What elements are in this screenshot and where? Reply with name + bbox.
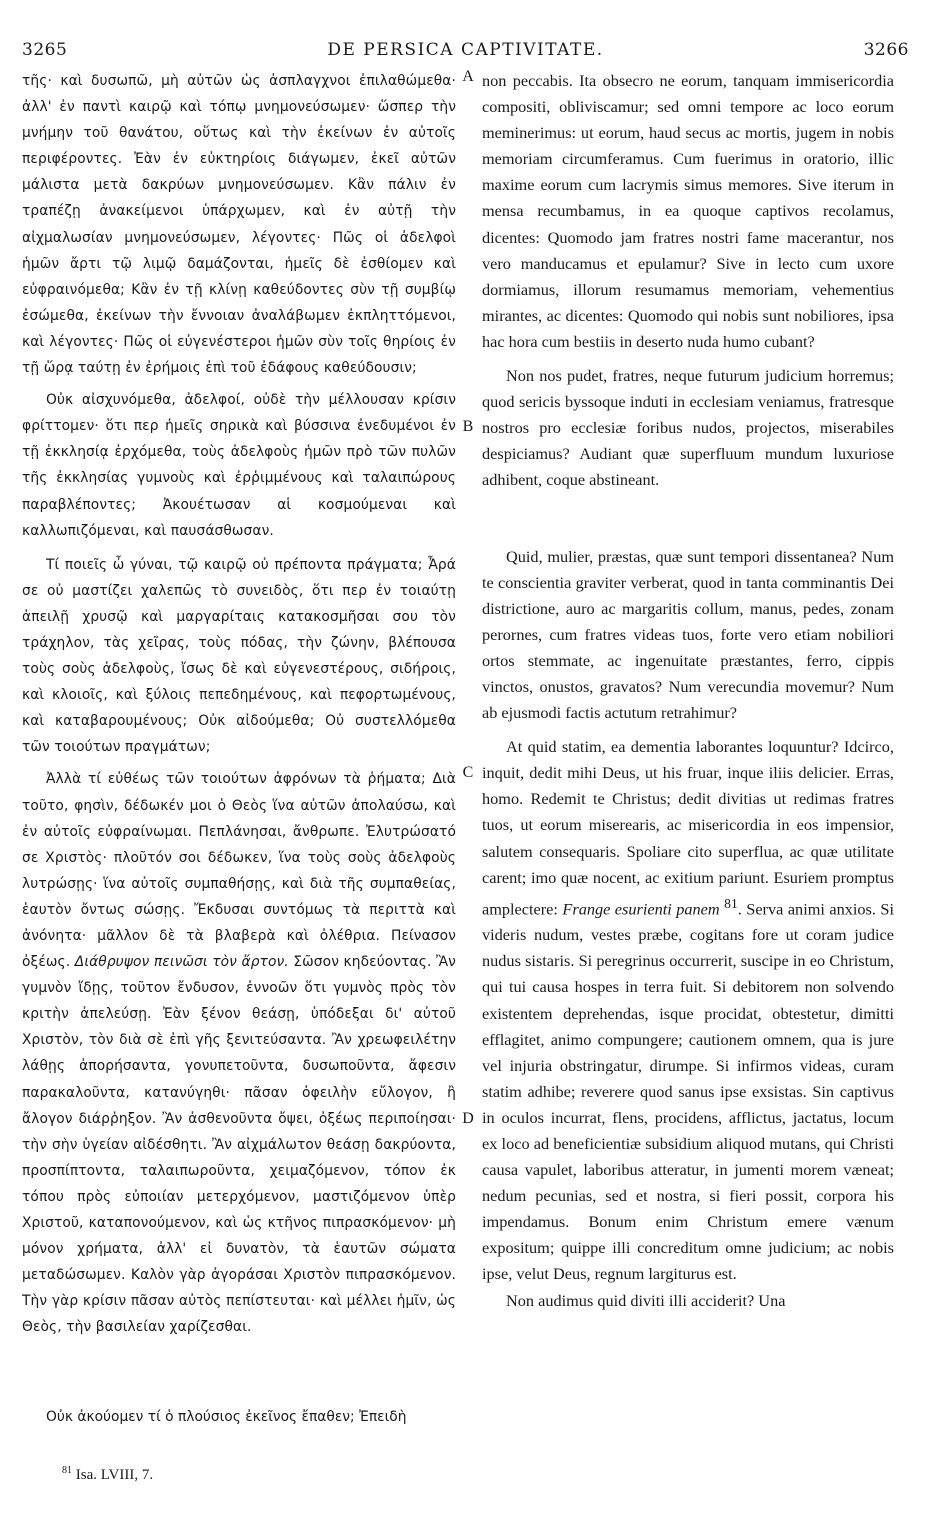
latin-paragraph-2: Non nos pudet, fratres, neque futurum judicium horremus; quod sericis byssoque induti in ecclesiam veniamus, fratresque nostros pro ecclesiæ foribus nudos, projectos, miserabiles despiciamus? Audiant quæ superfluum mundum luxuriose adhibent, coque abstineant. [482, 366, 894, 490]
page-header [22, 40, 909, 68]
footnote-reference[interactable]: 81 [724, 895, 738, 911]
greek-paragraph-2: Οὐκ αἰσχυνόμεθα, ἀδελφοί, οὐδὲ τὴν μέλλουσαν κρίσιν φρίττομεν· ὅτι περ ἡμεῖς σηρικὰ καὶ βύσσινα ἐνεδυμένοι ἐν τῇ ἐκκλησίᾳ ἐρχόμεθα, τοὺς ἀδελφοὺς ἡμῶν πρὸ τῶν πυλῶν τῆς ἐκκλησίας γυμνοὺς καὶ ἐρῥιμμένους καὶ ταλαιπώρους παραβλέποντες; Ἀκουέτωσαν αἱ κοσμούμεναι καὶ καλλωπιζόμεναι, καὶ παυσάσθωσαν. [22, 392, 456, 539]
latin-column [482, 68, 894, 1314]
page-number-left: 3265 [22, 40, 68, 60]
footnote-number: 81 [62, 1465, 72, 1476]
latin-paragraph-5: Non audimus quid diviti illi acciderit? Una [506, 1290, 786, 1310]
margin-letter-d: D [462, 1110, 474, 1127]
greek-column [22, 68, 456, 1341]
running-title: DE PERSICA CAPTIVITATE. [327, 40, 604, 60]
footnote [62, 1465, 153, 1484]
latin-paragraph-4-text-a: At quid statim, ea dementia laborantes loquuntur? Idcirco, inquit, dedit mihi Deus, ut his fruar, inque iliis delicier. Erras, homo. Redemit te Christus; dedit divitias ut redimas fratres tuos, ut eorum miserearis, ac misericordia in eos impensior, salutem consequaris. Spoliare cito superflua, ac quæ utilitate carent; imo quæ nocent, ac exitium pariunt. Esuriem promptus amplectere: [482, 737, 894, 919]
footnote-text: Isa. LVIII, 7. [75, 1467, 154, 1483]
margin-letter-b: B [462, 418, 474, 435]
greek-paragraph-4 [22, 766, 456, 1340]
greek-paragraph-4-text-b: Σῶσον κηδεύοντας. Ἂν γυμνὸν ἴδῃς, τοῦτον ἔνδυσον, ἐννοῶν ὅτι γυμνὸς πρὸς τὸν κριτὴν ἀπελεύσῃ. Ἐὰν ξένον θεάσῃ, ὑπόδεξαι δι' αὐτοῦ Χριστὸν, τὸν διὰ σὲ ἐπὶ γῆς ξενιτεύσαντα. Ἂν χρεωφειλέτην λάθῃς ἀπορήσαντα, γονυπετοῦντα, δυσωποῦντα, ἄφεσιν παρακαλοῦντα, κατανύγηθι· πᾶσαν ὀφειλὴν εὔλογον, ἢ ἄλογον διάρῥηξον. Ἂν ἀσθενοῦντα ὄψει, ὀξέως περιποίησαι· τὴν σὴν ὑγείαν αἰδέσθητι. Ἂν αἰχμάλωτον θεάσῃ δακρύοντα, προσπίπτοντα, ταλαιπωροῦντα, χειμαζόμενον, τόπον ἐκ τόπου πρὸς εὐποιίαν μετερχόμενον, μαστιζόμενον ὑπὲρ Χριστοῦ, καταπονούμενον, καὶ ὡς κτῆνος πιπρασκόμενον· μὴ μόνον χρήματα, ἀλλ' εἰ δυνατὸν, τὰ ἑαυτῶν σώματα μεταδώσωμεν. Καλὸν γὰρ ἀγοράσαι Χριστὸν πιπρασκόμενον. Τὴν γὰρ κρίσιν πᾶσαν αὐτὸς πεπίστευται· καὶ μέλλει ἡμῖν, ὡς Θεὸς, τὴν βασιλείαν χαρίζεσθαι. [22, 954, 456, 1336]
greek-paragraph-4-text-a: Ἀλλὰ τί εὐθέως τῶν τοιούτων ἀφρόνων τὰ ῥήματα; Διὰ τοῦτο, φησὶν, δέδωκέν μοι ὁ Θεὸς ἵνα αὐτῶν ἀπολαύσω, καὶ ἐν αὐτοῖς εὐφραίνωμαι. Πεπλάνησαι, ἄνθρωπε. Ἐλυτρώσατό σε Χριστὸς· πλοῦτόν σοι δέδωκεν, ἵνα τοὺς σοὺς ἀδελφοὺς λυτρώσῃς· ἵνα αὐτοῖς συμπαθήσῃς, καὶ διὰ τῆς συμπαθείας, ἑαυτὸν ὄντως σώσῃς. Ἔκδυσαι συντόμως τὰ περιττὰ καὶ ἀνόνητα· μᾶλλον δὲ τὰ βλαβερὰ καὶ ὀλέθρια. Πείνασον ὀξέως. [22, 771, 456, 971]
page-number-right: 3266 [863, 40, 909, 60]
greek-paragraph-1: τῆς· καὶ δυσωπῶ, μὴ αὐτῶν ὡς ἀσπλαγχνοι ἐπιλαθώμεθα· ἀλλ' ἐν παντὶ καιρῷ καὶ τόπῳ μνημονεύσωμεν· ὥσπερ τὴν μνήμην τοῦ θανάτου, οὕτως καὶ τὴν ἐκείνων ἐν αὐτοῖς περιφέροντες. Ἐὰν ἐν εὐκτηρίοις διάγωμεν, ἐκεῖ αὐτῶν μάλιστα μετὰ δακρύων μνημονεύσωμεν. Κἂν πάλιν ἐν τραπέζῃ ἀνακείμενοι ὑπάρχωμεν, καὶ ἐν αὐτῇ τὴν αἰχμαλωσίαν μνημονεύσωμεν, λέγοντες· Πῶς οἱ ἀδελφοὶ ἡμῶν ἄρτι τῷ λιμῷ δαμάζονται, ἡμεῖς δὲ ἐσθίομεν καὶ εὐφραινόμεθα; Κἂν ἐν τῇ κλίνῃ καθεύδοντες σὺν τῇ συμβίῳ ἐσώμεθα, ἐκείνων τὴν ἔννοιαν ἀναλάβωμεν ἐκπληττόμενοι, καὶ λέγοντες· Πῶς οἱ εὐγενέστεροι ἡμῶν σὺν τοῖς θηρίοις ἐν τῇ ὥρᾳ ταύτῃ ἐν ἐρήμοις ἐπὶ τοῦ ἐδάφους καθεύδουσιν; [22, 73, 456, 377]
margin-letter-c: C [462, 764, 474, 781]
latin-paragraph-1: non peccabis. Ita obsecro ne eorum, tanquam immisericordia compositi, obliviscamur; sed omni tempore ac loco eorum meminerimus: ut eorum, haud secus ac mortis, jugem in nobis memoriam circumferamus. Cum fuerimus in oratorio, illic maxime eorum cum lacrymis simus memores. Sive iterum in mensa recumbamus, in ea quoque captivos recolamus, dicentes: Quomodo jam fratres nostri fame macerantur, nos vero manducamus et epulamur? Sive in lecto cum uxore dormiamus, illorum resumamus memoriam, vehementius mirantes, ac dicentes: Quomodo qui nobis sunt nobiliores, ipsa hac hora cum bestiis in deserto nuda humo cubant? [482, 71, 894, 351]
latin-paragraph-4-text-b: . Serva animi anxios. Si videris nudum, vestes præbe, cogitans fore ut coram judice nudus sistaris. Si peregrinus occurrerit, suscipe in eo Christum, qui tui causa hospes in terra fuit. Si debitorem non solvendo existentem deprehendas, isque procidat, obtestetur, dimitti efflagitet, animo compungere; cautionem omnem, qua is jure vel injuria obstringatur, dirumpe. Si infirmos videas, curam statim adhibe; reverere quod sanus ipse exsistas. Sin captivus in oculos incurrat, flens, procidens, afflictus, jactatus, locum ex loco ad beneficientiæ subsidium aliquod mutans, qui Christi causa vapulet, laboribus atteratur, in jumenti morem væneat; nedum pecunias, sed et nostra, si fieri possit, corpora his impendamus. Bonum enim Christum emere vænum expositum; quippe illi concreditum omne judicium; ac nobis ipse, velut Deus, regnum largiturus est. [482, 899, 895, 1284]
greek-paragraph-3: Τί ποιεῖς ὦ γύναι, τῷ καιρῷ οὐ πρέποντα πράγματα; Ἆρά σε οὐ μαστίζει χαλεπῶς τὸ συνειδὸς, ὅτι περ ἐν τοιαύτῃ ἀπειλῇ χρυσῷ καὶ μαργαρίταις κατακοσμῆσαι σου τὸν τράχηλον, τὰς χεῖρας, τοὺς πόδας, τὴν ζώνην, βλέπουσα τοὺς σοὺς ἀδελφοὺς, ἴσως δὲ καὶ εὐγενεστέρους, σιδήροις, καὶ κλοιοῖς, καὶ ξύλοις πεπεδημένους, καὶ πεφορτωμένους, καὶ καταβαρουμένους; Οὐκ αἰδούμεθα; Οὐ συστελλόμεθα τῶν τοιούτων πραγμάτων; [22, 556, 456, 756]
latin-paragraph-3: Quid, mulier, præstas, quæ sunt tempori dissentanea? Num te conscientia graviter verberat, quod in tanta comminantis Dei districtione, auro ac margaritis collum, manus, pedes, zonam perornes, cum fratres videas tuos, forte vero etiam nobiliori ortos stemmate, ac ingenuitate præstantes, ferro, cippis vinctos, onustos, gravatos? Num verecundia movemur? Num ab ejusmodi factis actutum retrahimur? [482, 546, 894, 723]
greek-paragraph-5: Οὐκ ἀκούομεν τί ὁ πλούσιος ἐκεῖνος ἔπαθεν; Ἐπειδὴ [46, 1409, 407, 1425]
greek-scripture-quote: Διάθρυψον πεινῶσι τὸν ἄρτον. [74, 954, 289, 971]
margin-letter-a: A [462, 68, 474, 85]
latin-scripture-quote: Frange esurienti panem [562, 899, 720, 919]
latin-paragraph-4 [482, 734, 894, 1287]
